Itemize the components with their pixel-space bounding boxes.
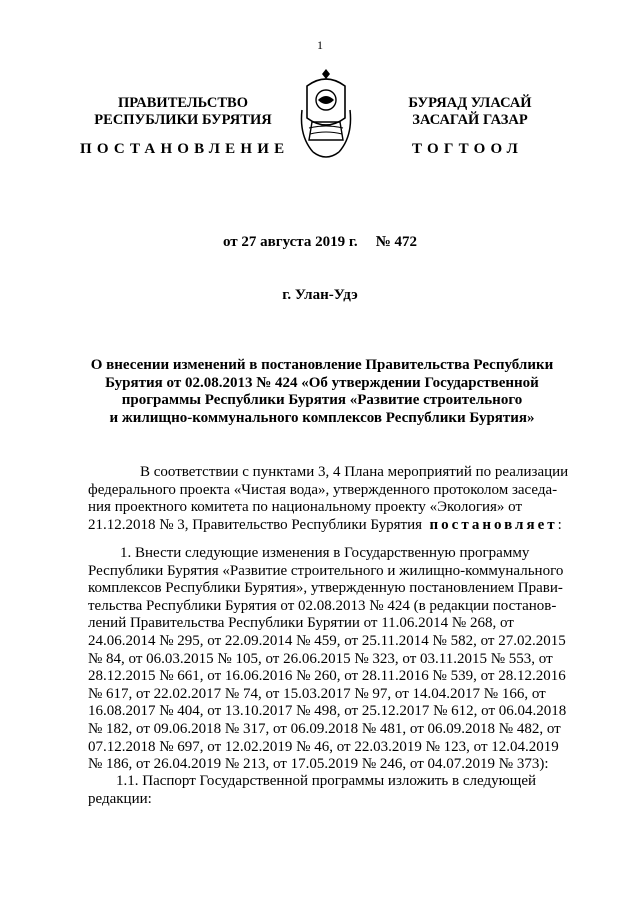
document-type-title-buryat: ТОГТООЛ: [412, 141, 523, 157]
coat-of-arms-icon: [297, 66, 355, 168]
paragraph-line: Республики Бурятия «Развитие строительного и жилищно-коммунального: [88, 562, 564, 579]
preamble-prefix: 21.12.2018 № 3, Правительство Республики Бурятия: [88, 516, 423, 533]
paragraph-line: 24.06.2014 № 295, от 22.09.2014 № 459, от 25.11.2014 № 582, от 27.02.2015: [88, 632, 566, 649]
paragraph-line: 1. Внести следующие изменения в Государственную программу: [120, 545, 530, 561]
city: г. Улан-Удэ: [282, 287, 358, 303]
subject-line: Бурятия от 02.08.2013 № 424 «Об утверждении Государственной: [105, 374, 539, 391]
paragraph-line: 07.12.2018 № 697, от 12.02.2019 № 46, от 22.03.2019 № 123, от 12.04.2019: [88, 738, 559, 755]
paragraph-line: 16.08.2017 № 404, от 13.10.2017 № 498, от 25.12.2017 № 612, от 06.04.2018: [88, 703, 567, 720]
paragraph-line: тельства Республики Бурятия от 02.08.2013 № 424 (в редакции постанов-: [88, 597, 557, 614]
clause-1-paragraph: [88, 545, 572, 774]
preamble-suffix: :: [557, 516, 562, 533]
paragraph-line: 28.12.2015 № 661, от 16.06.2016 № 260, от 28.11.2016 № 539, от 28.12.2016: [88, 668, 566, 685]
header-left-line2: РЕСПУБЛИКИ БУРЯТИЯ: [94, 112, 272, 128]
subject-line: О внесении изменений в постановление Правительства Республики: [90, 357, 554, 373]
resolution-keyword: постановляет: [429, 516, 558, 533]
subject-line: и жилищно-коммунального комплексов Республики Бурятия»: [109, 409, 535, 426]
header-right: [380, 95, 560, 129]
paragraph-line: № 186, от 26.04.2019 № 213, от 17.05.2019 № 246, от 04.07.2019 № 373):: [88, 756, 549, 773]
header-right-line1: БУРЯАД УЛАСАЙ: [408, 95, 532, 111]
header-right-line2: ЗАСАГАЙ ГАЗАР: [412, 112, 528, 128]
paragraph-line: комплексов Республики Бурятия», утвержденную постановлением Прави-: [88, 580, 563, 597]
header-left: [88, 95, 278, 129]
document-subject: [72, 357, 572, 427]
preamble-paragraph: [88, 464, 572, 534]
clause-1-1-paragraph: [88, 773, 572, 808]
paragraph-line: федерального проекта «Чистая вода», утвержденного протоколом заседа-: [88, 481, 558, 498]
header-left-line1: ПРАВИТЕЛЬСТВО: [118, 95, 248, 111]
paragraph-line: [88, 517, 572, 535]
page-number: 1: [317, 38, 323, 52]
paragraph-line: № 182, от 09.06.2018 № 317, от 06.09.2018 № 481, от 06.09.2018 № 482, от: [88, 720, 561, 737]
paragraph-line: № 617, от 22.02.2017 № 74, от 15.03.2017 № 97, от 14.04.2017 № 166, от: [88, 685, 546, 702]
paragraph-line: лений Правительства Республики Бурятии от 11.06.2014 № 268, от: [88, 615, 514, 632]
subject-line: программы Республики Бурятия «Развитие строительного: [121, 392, 523, 409]
document-number: № 472: [375, 234, 418, 250]
paragraph-line: № 84, от 06.03.2015 № 105, от 26.06.2015 № 323, от 03.11.2015 № 553, от: [88, 650, 553, 667]
paragraph-line: редакции:: [88, 790, 152, 807]
date-line: [0, 234, 640, 251]
paragraph-line: ния проектного комитета по национальному проекту «Экология» от: [88, 499, 523, 516]
document-type-title-russian: ПОСТАНОВЛЕНИЕ: [80, 141, 290, 157]
document-date: от 27 августа 2019 г.: [222, 234, 358, 250]
paragraph-line: 1.1. Паспорт Государственной программы изложить в следующей: [116, 773, 537, 789]
paragraph-line: В соответствии с пунктами 3, 4 Плана мероприятий по реализации: [140, 464, 569, 480]
